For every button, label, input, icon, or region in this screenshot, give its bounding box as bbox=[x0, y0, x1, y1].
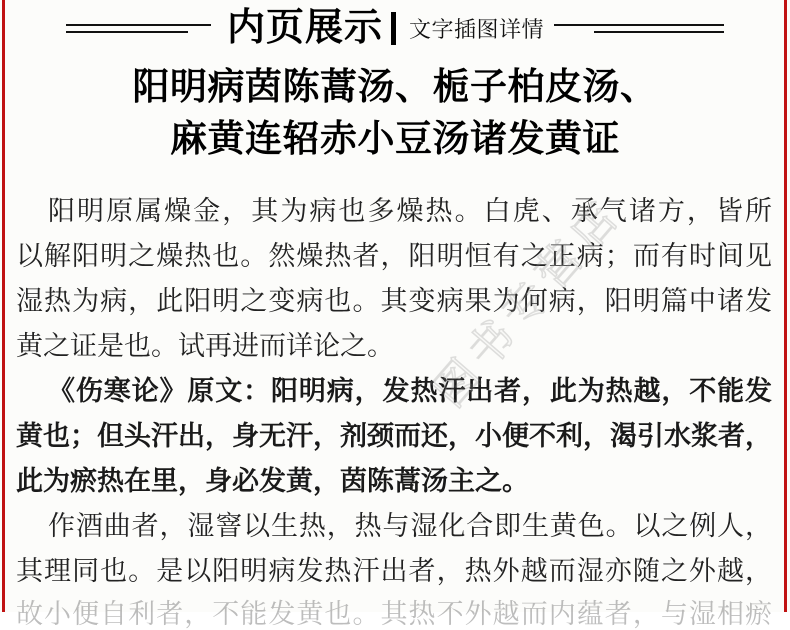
body-line: 湿热为病，此阳明之变病也。其变病果为何病，阳明篇中诸发 bbox=[16, 286, 772, 316]
decorative-line bbox=[594, 31, 724, 33]
chapter-title-line: 麻黄连轺赤小豆汤诸发黄证 bbox=[170, 119, 620, 160]
body-line-quote: 此为瘀热在里，身必发黄，茵陈蒿汤主之。 bbox=[16, 466, 529, 496]
banner-divider-bar bbox=[391, 12, 396, 45]
decorative-lines-left bbox=[66, 24, 211, 33]
body-line: 黄之证是也。试再进而详论之。 bbox=[16, 331, 394, 361]
decorative-line bbox=[554, 24, 724, 26]
store-watermark: 图书专营店 bbox=[424, 187, 633, 417]
decorative-line bbox=[66, 31, 188, 33]
section-header-banner bbox=[0, 6, 790, 50]
decorative-lines-right bbox=[554, 24, 724, 33]
clipped-bottom-text-line: 故小便自利者，不能发黄也。其热不外越而内蕴者，与湿相瘀 bbox=[16, 599, 772, 629]
banner-title: 内页展示 bbox=[226, 7, 383, 49]
chapter-title-line: 阳明病茵陈蒿汤、栀子柏皮汤、 bbox=[132, 67, 658, 108]
body-line-quote: 黄也；但头汗出，身无汗，剂颈而还，小便不利，渴引水浆者， bbox=[16, 421, 772, 451]
body-line-quote: 《伤寒论》原文：阳明病，发热汗出者，此为热越，不能发 bbox=[48, 376, 772, 406]
body-line: 作酒曲者，湿窨以生热，热与湿化合即生黄色。以之例人， bbox=[48, 511, 772, 541]
decorative-line bbox=[66, 24, 211, 26]
chapter-title bbox=[0, 62, 790, 166]
body-line: 其理同也。是以阳明病发热汗出者，热外越而湿亦随之外越， bbox=[16, 556, 772, 586]
banner-subtitle: 文字插图详情 bbox=[409, 16, 545, 42]
body-line: 以解阳明之燥热也。然燥热者，阳明恒有之正病；而有时间见 bbox=[16, 241, 772, 271]
chapter-body bbox=[16, 189, 772, 594]
body-line: 阳明原属燥金，其为病也多燥热。白虎、承气诸方，皆所 bbox=[48, 196, 772, 226]
